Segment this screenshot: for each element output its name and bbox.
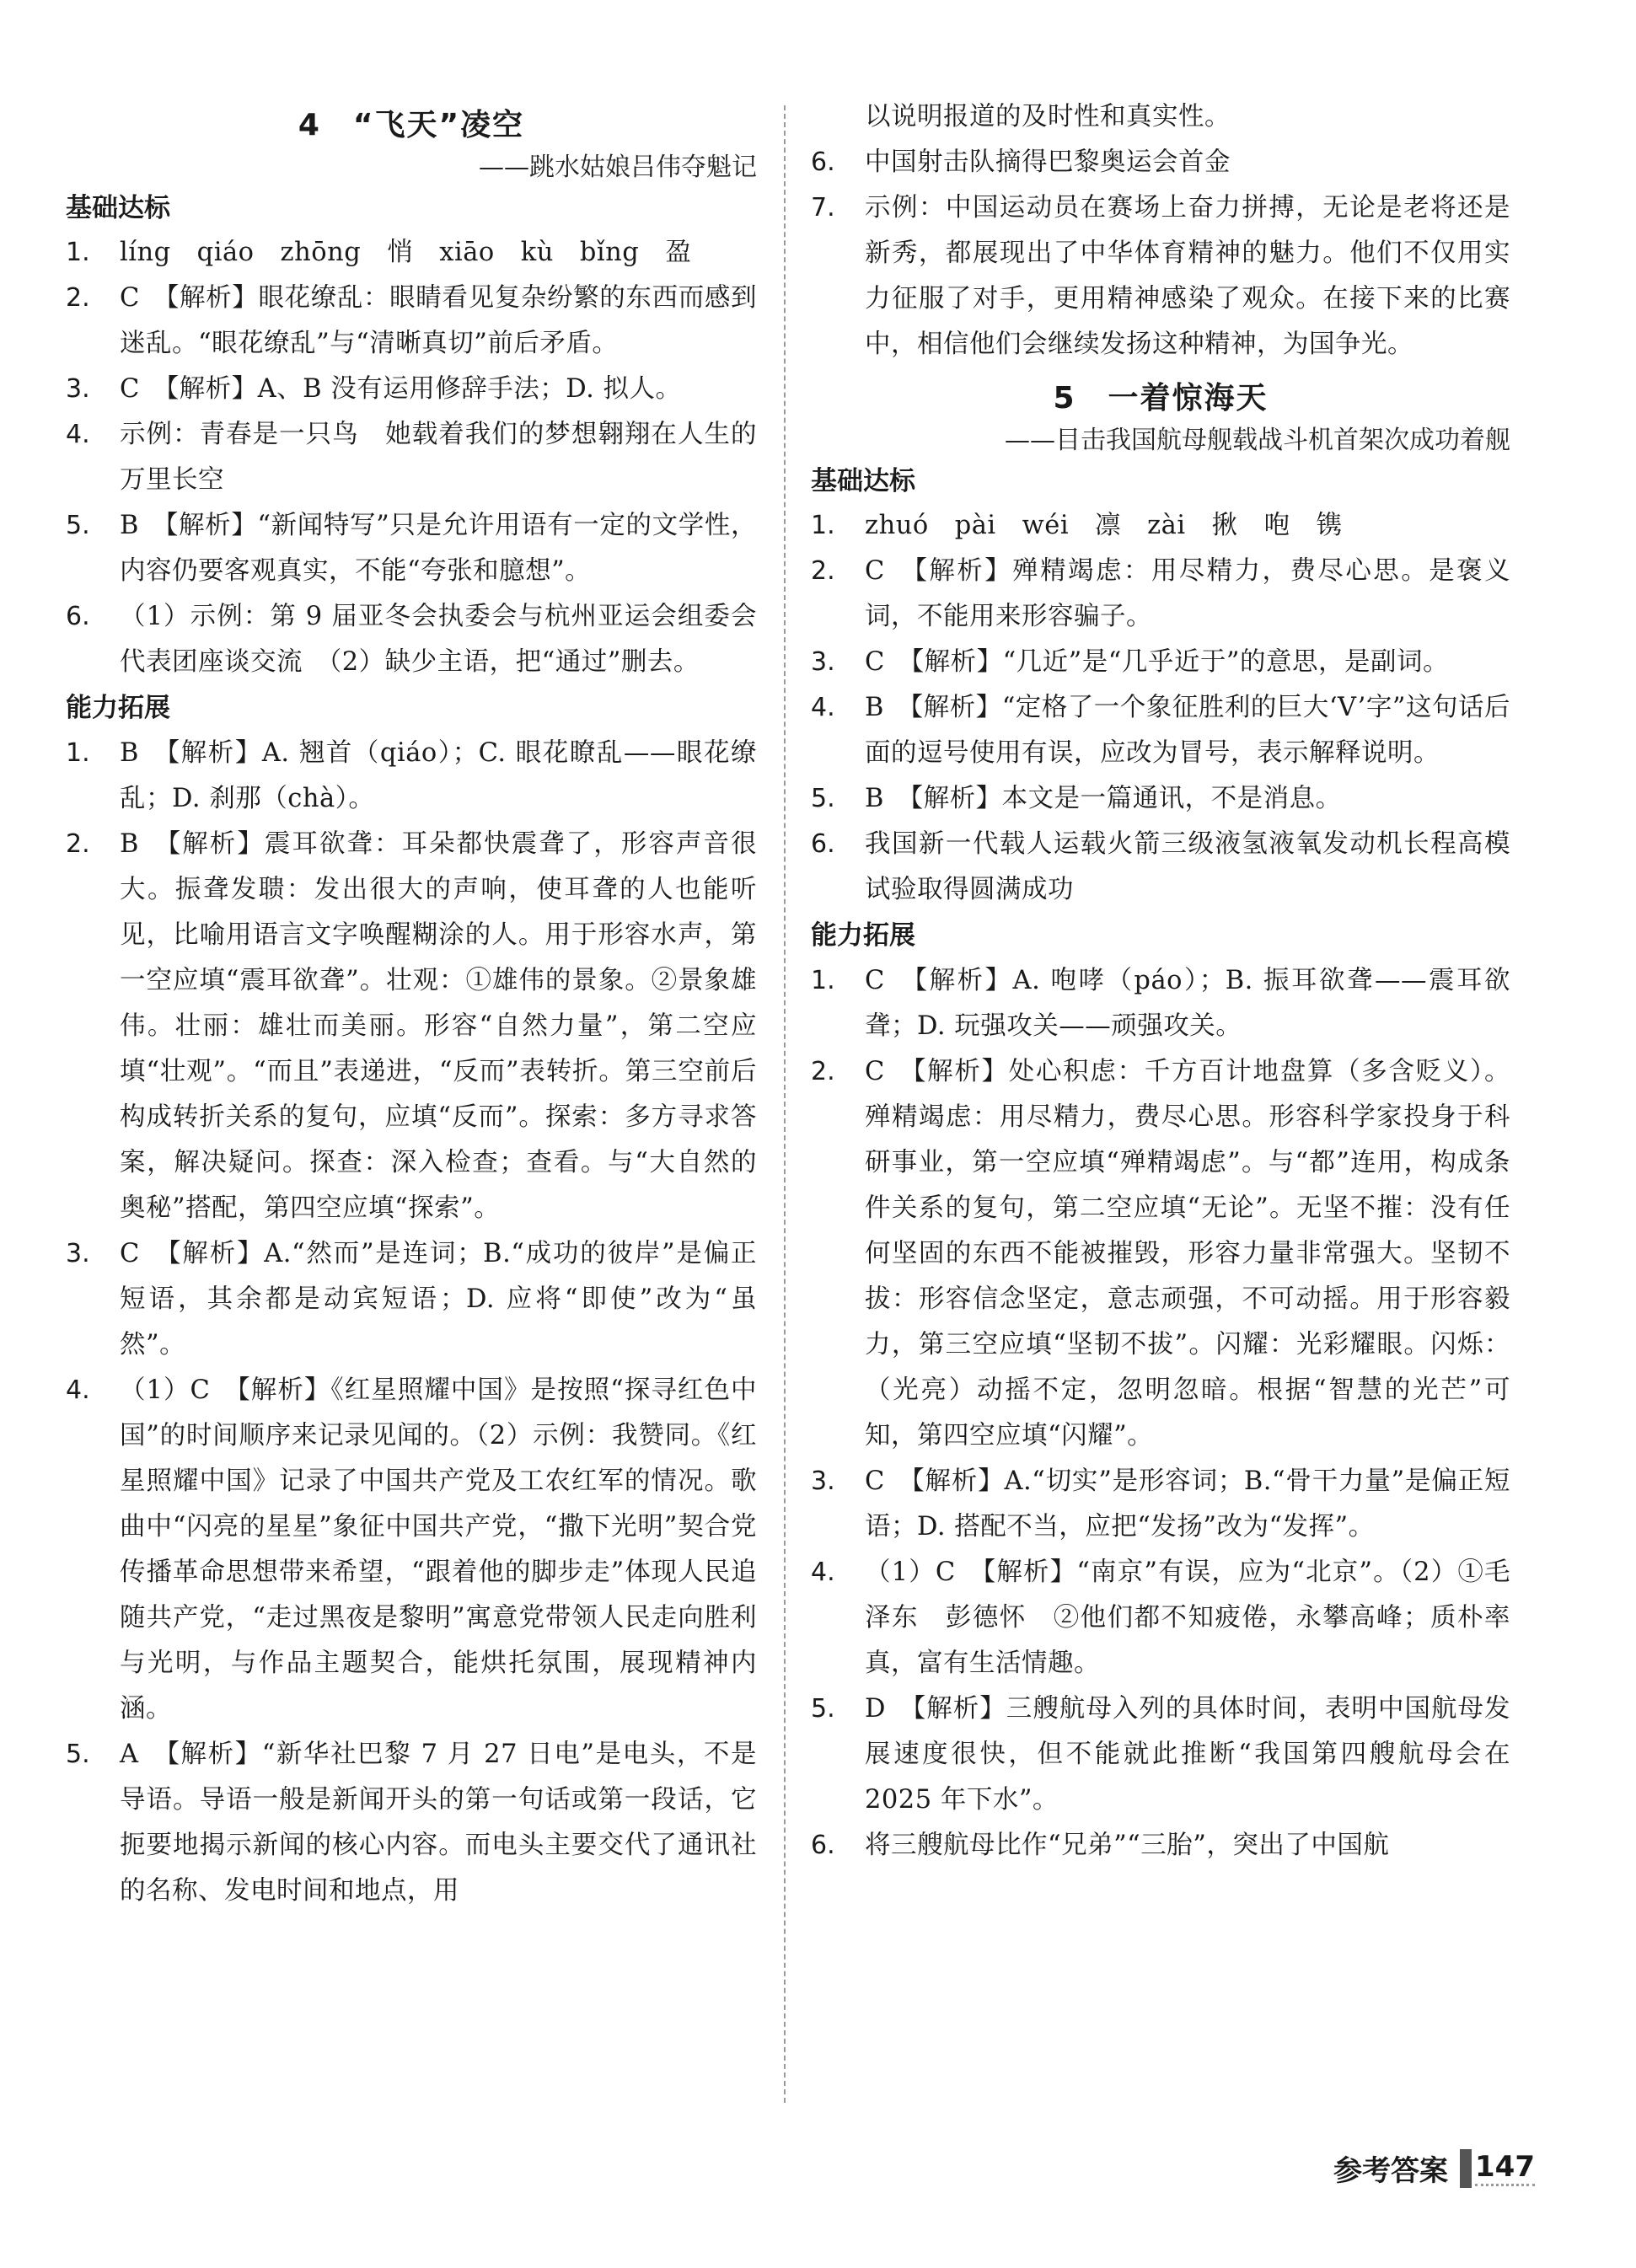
item-text: líng qiáo zhōng 悄 xiāo kù bǐng 盈 [120,238,692,268]
item-number: 5. [66,1739,90,1769]
item-number: 2. [811,556,835,587]
item-text: C 【解析】A.“切实”是形容词；B.“骨干力量”是偏正短语；D. 搭配不当，应把“发扬”改为“发挥”。 [865,1466,1510,1541]
answer-item [811,822,1510,913]
item-number: 4. [811,1557,835,1587]
right-top-items [811,140,1510,367]
item-text: C 【解析】眼花缭乱：眼睛看见复杂纷繁的东西而感到迷乱。“眼花缭乱”与“清晰真切”前后矛盾。 [120,283,757,359]
answer-item [811,1550,1510,1686]
item-text: D 【解析】三艘航母入列的具体时间，表明中国航母发展速度很快，但不能就此推断“我国第四艘航母会在 2025 年下水”。 [865,1693,1510,1815]
item-text: B 【解析】震耳欲聋：耳朵都快震聋了，形容声音很大。振聋发聩：发出很大的声响，使耳聋的人也能听见，比喻用语言文字唤醒糊涂的人。用于形容水声，第一空应填“震耳欲聋”。壮观：①雄伟的景象。②景象雄伟。壮丽：雄壮而美丽。形容“自然力量”，第二空应填“壮观”。“而且”表递进，“反而”表转折。第三空前后构成转折关系的复句，应填“反而”。探索：多方寻求答案，解决疑问。探查：深入检查；查看。与“大自然的奥秘”搭配，第四空应填“探索”。 [120,828,757,1223]
item-number: 1. [811,511,835,541]
item-number: 2. [66,283,90,314]
item-number: 6. [811,1830,835,1860]
item-number: 1. [66,238,90,268]
answer-item [66,503,757,594]
item-text: C 【解析】“几近”是“几乎近于”的意思，是副词。 [865,647,1449,678]
item-text: zhuó pài wéi 凛 zài 揪 咆 镌 [865,511,1343,541]
item-number: 2. [811,1056,835,1086]
left-sections [66,190,757,1914]
item-text: C 【解析】殚精竭虑：用尽精力，费尽心思。是褒义词，不能用来形容骗子。 [865,556,1510,632]
answer-item [811,1686,1510,1823]
item-number: 1. [66,737,90,768]
answer-item [66,594,757,685]
answer-item [66,276,757,367]
answer-item [811,685,1510,776]
column-divider [784,105,786,2103]
item-number: 6. [811,147,835,177]
lesson-4-title: 4 “飞天”凌空 [298,108,525,142]
item-number: 6. [66,602,90,632]
item-number: 5. [811,1693,835,1724]
item-number: 4. [66,420,90,450]
answer-item [811,1823,1510,1869]
lesson-5-subtitle: ——目击我国航母舰载战斗机首架次成功着舰 [1005,425,1510,455]
footer-label: 参考答案 [1333,2154,1449,2188]
item-text: （1）C 【解析】“南京”有误，应为“北京”。（2）①毛泽东 彭德怀 ②他们都不知疲倦，永攀高峰；质朴率真，富有生活情趣。 [865,1557,1510,1678]
item-text: C 【解析】A. 咆哮（páo）；B. 振耳欲聋——震耳欲聋；D. 玩强攻关——顽强攻关。 [865,965,1510,1041]
item-number: 3. [811,1466,835,1496]
answer-item [811,140,1510,185]
item-text: 中国射击队摘得巴黎奥运会首金 [865,147,1231,177]
item-text: 示例：青春是一只鸟 她载着我们的梦想翱翔在人生的万里长空 [120,420,757,496]
item-number: 3. [66,374,90,405]
item-number: 2. [66,828,90,859]
item-number: 7. [811,193,835,223]
item-text: B 【解析】A. 翘首（qiáo）；C. 眼花瞭乱——眼花缭乱；D. 刹那（chà）。 [120,737,757,813]
answer-item [811,503,1510,549]
item-text: 将三艘航母比作“兄弟”“三胎”，突出了中国航 [865,1830,1390,1860]
lesson-4-subtitle: ——跳水姑娘吕伟夺魁记 [479,152,757,182]
answer-item [811,549,1510,640]
item-text: （1）示例：第 9 届亚冬会执委会与杭州亚运会组委会代表团座谈交流 （2）缺少主语，把“通过”删去。 [120,602,757,678]
item-number: 4. [66,1375,90,1405]
answer-item [66,367,757,412]
answer-item [811,958,1510,1049]
item-number: 5. [811,784,835,814]
answer-item [811,1459,1510,1550]
answer-item [66,1732,757,1914]
answer-item [66,1231,757,1368]
lesson-5-title: 5 一着惊海天 [1053,381,1269,416]
item-number: 3. [811,647,835,678]
answer-item [66,412,757,503]
item-text: B 【解析】本文是一篇通讯，不是消息。 [865,784,1342,814]
page-number: 147 [1475,2150,1535,2186]
item-number: 5. [66,511,90,541]
answer-item [811,185,1510,367]
footer-bar [1460,2149,1472,2188]
section-heading: 基础达标 [811,465,915,496]
left-column [66,94,757,1914]
answer-item [66,822,757,1231]
right-sections [811,464,1510,1869]
item-text: （1）C 【解析】《红星照耀中国》是按照“探寻红色中国”的时间顺序来记录见闻的。（2）示例：我赞同。《红星照耀中国》记录了中国共产党及工农红军的情况。歌曲中“闪亮的星星”象征中国共产党，“撒下光明”契合党传播革命思想带来希望，“跟着他的脚步走”体现人民追随共产党，“走过黑夜是黎明”寓意党带领人民走向胜利与光明，与作品主题契合，能烘托氛围，展现精神内涵。 [120,1375,757,1724]
section-heading: 能力拓展 [66,693,170,724]
right-column [811,94,1510,1869]
answer-item [811,640,1510,685]
item-text: 我国新一代载人运载火箭三级液氢液氧发动机长程高模试验取得圆满成功 [865,829,1510,905]
item-number: 1. [811,965,835,995]
item-number: 4. [811,693,835,723]
item-number: 3. [66,1238,90,1268]
answer-item [66,731,757,822]
answer-item [811,776,1510,822]
answer-item [811,1049,1510,1459]
item-text: C 【解析】处心积虑：千方百计地盘算（多含贬义）。殚精竭虑：用尽精力，费尽心思。形容科学家投身于科研事业，第一空应填“殚精竭虑”。与“都”连用，构成条件关系的复句，第二空应填“无论”。无坚不摧：没有任何坚固的东西不能被摧毁，形容力量非常强大。坚韧不拔：形容信念坚定，意志顽强，不可动摇。用于形容毅力，第三空应填“坚韧不拔”。闪耀：光彩耀眼。闪烁：（光亮）动摇不定，忽明忽暗。根据“智慧的光芒”可知，第四空应填“闪耀”。 [865,1056,1510,1450]
section-heading: 基础达标 [66,192,170,223]
item-text: C 【解析】A.“然而”是连词；B.“成功的彼岸”是偏正短语，其余都是动宾短语；D. 应将“即使”改为“虽然”。 [120,1238,757,1359]
item-number: 6. [811,829,835,860]
page-footer [1333,2147,1535,2189]
item-text: 示例：中国运动员在赛场上奋力拼搏，无论是老将还是新秀，都展现出了中华体育精神的魅力。他们不仅用实力征服了对手，更用精神感染了观众。在接下来的比赛中，相信他们会继续发扬这种精神，为国争光。 [865,193,1510,359]
item-text: B 【解析】“定格了一个象征胜利的巨大‘V’字”这句话后面的逗号使用有误，应改为冒号，表示解释说明。 [865,693,1510,769]
item-text: A 【解析】“新华社巴黎 7 月 27 日电”是电头，不是导语。导语一般是新闻开头的第一句话或第一段话，它扼要地揭示新闻的核心内容。而电头主要交代了通讯社的名称、发电时间和地点，用 [120,1739,757,1906]
answer-item [66,230,757,276]
answer-item [66,1368,757,1732]
item-text: C 【解析】A、B 没有运用修辞手法；D. 拟人。 [120,374,682,405]
carry-over-text: 以说明报道的及时性和真实性。 [865,102,1231,131]
item-text: B 【解析】“新闻特写”只是允许用语有一定的文学性，内容仍要客观真实，不能“夸张和臆想”。 [120,511,757,587]
section-heading: 能力拓展 [811,920,915,952]
